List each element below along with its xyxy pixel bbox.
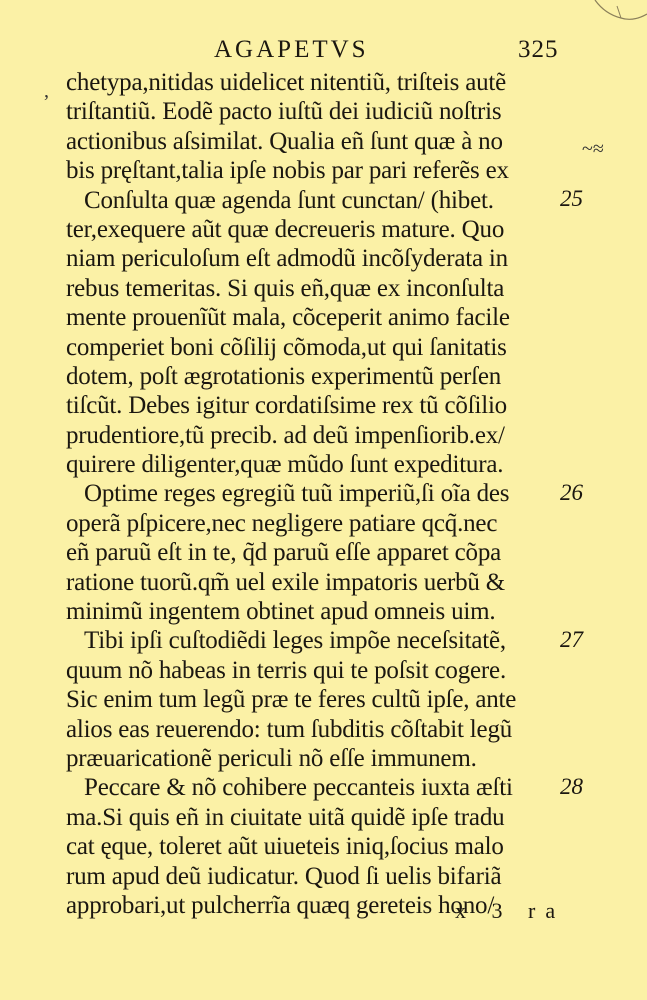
text-line: rum apud deũ iudicatur. Quod ſi uelis bifariã <box>66 862 502 890</box>
text-line: dotem, poſt ægrotationis experimentũ perſen <box>66 362 502 390</box>
text-line: Sic enim tum legũ præ te feres cultũ ipſe, ante <box>66 686 517 714</box>
margin-section-number: 26 <box>560 479 583 505</box>
text-line: minimũ ingentem obtinet apud omneis uim. <box>66 598 496 626</box>
text-line: operã pſpicere,nec negligere patiare qcq̃.nec <box>66 509 498 537</box>
text-line: niam periculoſum eſt admodũ incõſyderata in <box>66 245 508 273</box>
text-line: rebus temeritas. Si quis eñ,quæ ex inconſulta <box>66 274 505 302</box>
text-line: cat ęque, toleret aũt uiueteis iniq,ſocius malo <box>66 833 504 861</box>
text-line: chetypa,nitidas uidelicet nitentiũ, triſteis autẽ <box>66 69 507 96</box>
text-line: mente prouenĩũt mala, cõceperit animo facile <box>66 304 510 332</box>
body-text <box>66 68 566 920</box>
page-corner-fold <box>587 0 647 40</box>
text-line: ratione tuorũ.qm̃ uel exile impatoris uerbũ & <box>66 568 506 596</box>
text-line: actionibus aſsimilat. Qualia eñ ſunt quæ à no <box>66 127 503 155</box>
text-line: quirere diligenter,quæ mũdo ſunt expeditura. <box>66 451 504 479</box>
text-line: tiſcũt. Debes igitur cordatiſsime rex tũ cõſilio <box>66 392 507 420</box>
text-line: Optime reges egregiũ tuũ imperiũ,ſi oĩa des <box>84 480 510 508</box>
text-line: approbari,ut pulcherrĩa quæq gereteis hono/ <box>66 891 495 919</box>
margin-section-number: 28 <box>560 773 583 799</box>
text-line: prudentiore,tũ precib. ad deũ impenſiorib.ex/ <box>66 421 505 449</box>
text-line: ter,exequere aũt quæ decreueris mature. Quo <box>66 215 505 243</box>
left-margin-tick: , <box>44 80 49 102</box>
text-line: comperiet boni cõſilij cõmoda,ut qui ſanitatis <box>66 333 507 361</box>
page-number: 325 <box>518 36 559 63</box>
text-line: bis pręſtant,talia ipſe nobis par pari referẽs ex <box>66 157 509 185</box>
margin-section-number: 27 <box>560 626 583 652</box>
text-line: præuaricationẽ periculi nõ eſſe immunem. <box>66 744 477 772</box>
margin-section-number: 25 <box>560 185 583 211</box>
text-line: Conſulta quæ agenda ſunt cunctan/ (hibet. <box>84 186 494 214</box>
signature-mark: x 3 ra <box>455 898 566 923</box>
text-line: alios eas reuerendo: tum ſubditis cõſtabit legũ <box>66 715 513 743</box>
text-line: Peccare & nõ cohibere peccanteis iuxta æſti <box>84 774 513 802</box>
text-line: ma.Si quis eñ in ciuitate uitã quidẽ ipſe tradu <box>66 803 505 831</box>
text-line: triſtantiũ. Eodẽ pacto iuſtũ dei iudiciũ noſtris <box>66 98 502 126</box>
page-header <box>0 36 647 70</box>
right-margin-ink-mark: ~≈ <box>582 138 604 160</box>
running-title: AGAPETVS <box>214 36 369 63</box>
text-line: quum nõ habeas in terris qui te poſsit cogere. <box>66 656 506 684</box>
text-line: Tibi ipſi cuſtodiẽdi leges impõe neceſsitatẽ, <box>84 627 506 655</box>
text-line: eñ paruũ eſt in te, q̃d paruũ eſſe apparet cõpa <box>66 539 502 567</box>
